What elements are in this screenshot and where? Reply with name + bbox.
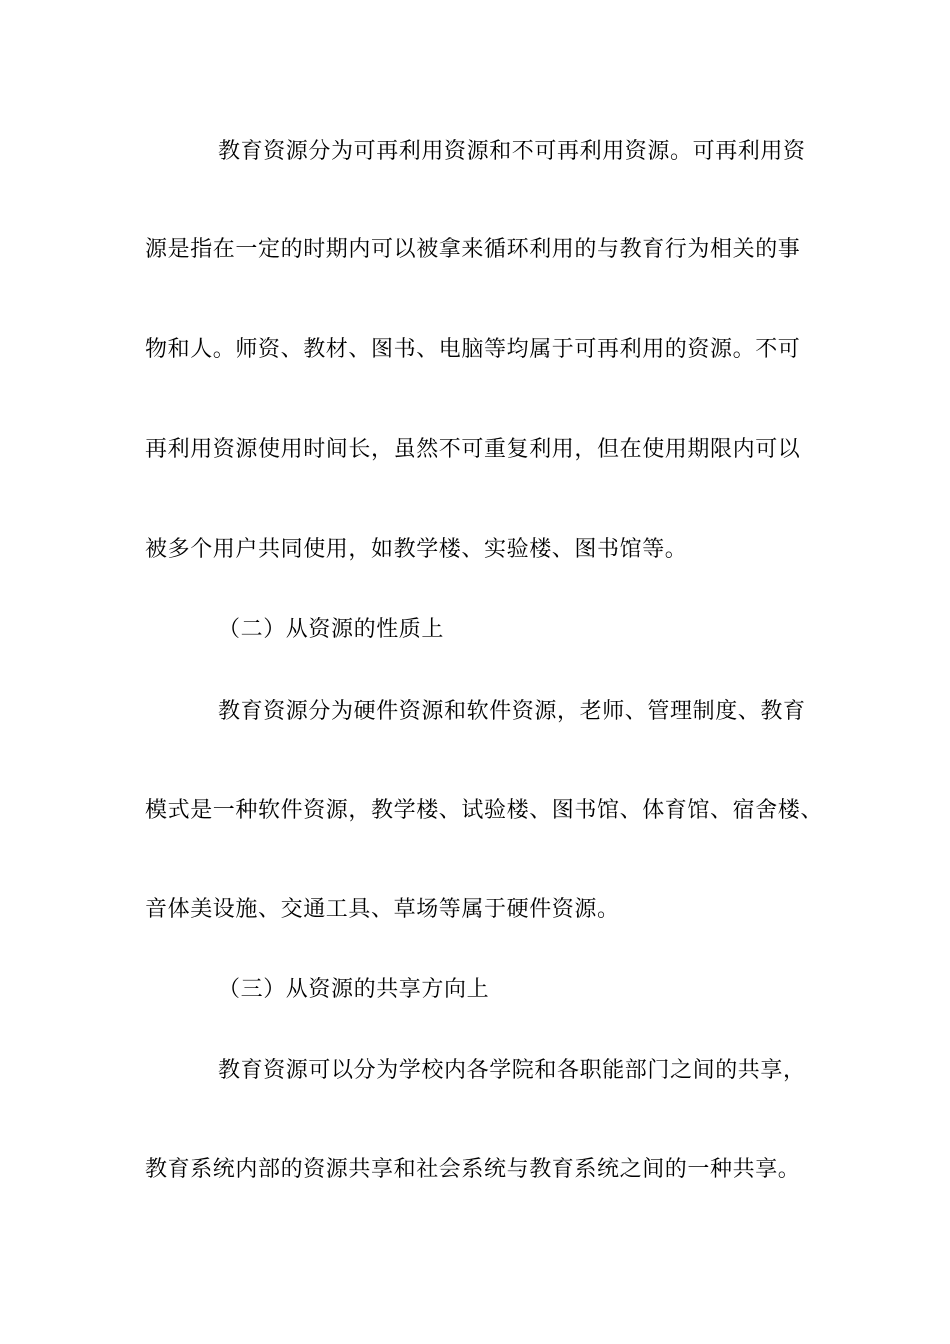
paragraph-1-line-5: 被多个用户共同使用，如教学楼、实验楼、图书馆等。 bbox=[145, 537, 688, 562]
paragraph-2-line-1: 教育资源分为硬件资源和软件资源，老师、管理制度、教育 bbox=[218, 699, 806, 724]
paragraph-3-line-2: 教育系统内部的资源共享和社会系统与教育系统之间的一种共享。 bbox=[145, 1157, 801, 1182]
paragraph-1-line-3: 物和人。师资、教材、图书、电脑等均属于可再利用的资源。不可 bbox=[145, 337, 801, 362]
section-heading-3: （三）从资源的共享方向上 bbox=[218, 977, 490, 1002]
paragraph-1-line-2: 源是指在一定的时期内可以被拿来循环利用的与教育行为相关的事 bbox=[145, 237, 801, 262]
paragraph-3-line-1: 教育资源可以分为学校内各学院和各职能部门之间的共享， bbox=[218, 1058, 806, 1083]
paragraph-2-line-3: 音体美设施、交通工具、草场等属于硬件资源。 bbox=[145, 897, 620, 922]
paragraph-1-line-1: 教育资源分为可再利用资源和不可再利用资源。可再利用资 bbox=[218, 139, 806, 164]
paragraph-2-line-2: 模式是一种软件资源，教学楼、试验楼、图书馆、体育馆、宿舍楼、 bbox=[145, 798, 824, 823]
section-heading-2: （二）从资源的性质上 bbox=[218, 617, 445, 642]
paragraph-1-line-4: 再利用资源使用时间长，虽然不可重复利用，但在使用期限内可以 bbox=[145, 437, 801, 462]
